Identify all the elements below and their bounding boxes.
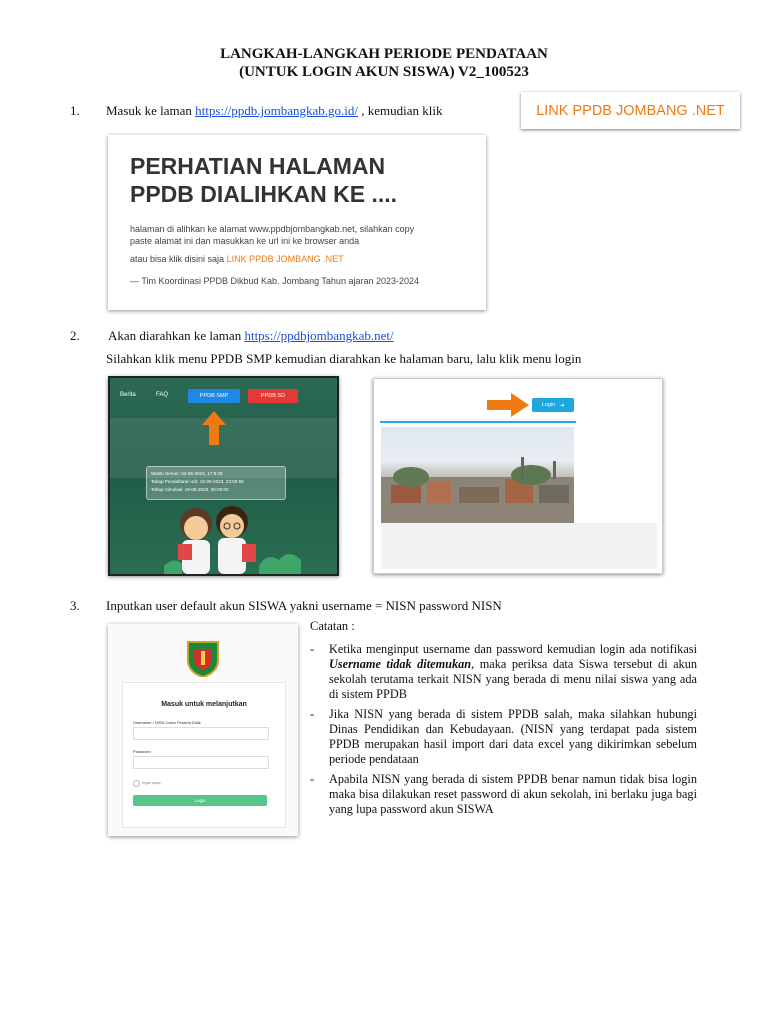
note1 <box>329 642 697 702</box>
step2-link[interactable]: https://ppdbjombangkab.net/ <box>244 328 394 343</box>
login-button-nav-label: Login <box>541 402 556 408</box>
login-heading: Masuk untuk melanjutkan <box>161 701 247 708</box>
login-button-nav[interactable] <box>532 398 574 412</box>
server-info-box <box>146 466 286 500</box>
notice-para2-link[interactable]: LINK PPDB JOMBANG .NET <box>226 254 344 264</box>
arrow-right-icon <box>487 393 529 417</box>
document-title-line1: LANGKAH-LANGKAH PERIODE PENDATAAN <box>220 46 548 62</box>
notice-para1-line1: halaman di alihkan ke alamat www.ppdbjombangkab.net, silahkan copy <box>130 224 415 234</box>
simulation-date: Tahap Simulasi: 16-06-2023, 00:00:00 <box>151 487 229 492</box>
nav-berita[interactable]: Berita <box>120 392 136 398</box>
note2: Jika NISN yang berada di sistem PPDB salah, maka silahkan hubungi Dinas Pendidikan dan Kebudayaan. (NISN yang terdapat pada sistem PPDB merupakan hasil import dari data excel yang dikirimkan sebelum periode pendataan <box>329 707 697 766</box>
step2-number: 2. <box>70 328 80 343</box>
jombang-crest-icon <box>186 639 220 677</box>
username-input[interactable] <box>133 727 269 740</box>
step1-link[interactable]: https://ppdb.jombangkab.go.id/ <box>195 103 359 118</box>
username-label: Username / NISN Calon Peserta Didik <box>133 720 201 725</box>
link-ppdb-button-screenshot[interactable] <box>521 92 740 129</box>
step1-text-after: , kemudian klik <box>361 103 443 118</box>
notice-para1-line2: paste alamat ini dan masukkan ke url ini ke browser anda <box>130 236 360 246</box>
step2-instruction: Silahkan klik menu PPDB SMP kemudian diarahkan ke halaman baru, lalu klik menu login <box>106 351 582 366</box>
nav-faq[interactable]: FAQ <box>156 392 169 398</box>
password-input[interactable] <box>133 756 269 769</box>
note3-dash: - <box>310 772 315 786</box>
login-form-screenshot <box>108 624 298 836</box>
step3-text: Inputkan user default akun SISWA yakni username = NISN password NISN <box>106 598 502 613</box>
document-title-line2: (UNTUK LOGIN AKUN SISWA) V2_100523 <box>239 64 529 80</box>
step1-text <box>106 103 443 119</box>
content-placeholder <box>381 523 657 569</box>
step2-text-before: Akan diarahkan ke laman <box>108 328 242 343</box>
notes-heading: Catatan : <box>310 619 355 633</box>
step1-text-before: Masuk ke laman <box>106 103 192 118</box>
notice-heading-2: PPDB DIALIHKAN KE .... <box>130 181 398 207</box>
login-submit-button[interactable]: Login <box>133 795 267 806</box>
note1-dash: - <box>310 642 315 656</box>
notice-para2-text: atau bisa klik disini saja <box>130 254 225 264</box>
remember-checkbox[interactable] <box>133 780 140 787</box>
city-photo-drawing <box>381 427 574 523</box>
note1-before: Ketika menginput username dan password kemudian login ada notifikasi <box>329 642 697 656</box>
login-card <box>122 682 286 828</box>
step2-text <box>108 328 394 344</box>
link-ppdb-button-label: LINK PPDB JOMBANG .NET <box>536 102 725 119</box>
step1-number: 1. <box>70 103 80 118</box>
arrow-up-icon <box>202 411 226 445</box>
redirect-notice-screenshot <box>108 135 486 310</box>
registration-deadline: Tahap Pendaftaran s/d: 15-06-2023, 23:59:59 <box>151 479 244 484</box>
remember-label: Ingat saya <box>142 780 161 785</box>
note3: Apabila NISN yang berada di sistem PPDB benar namun tidak bisa login maka bisa dilakukan reset password di akun sekolah, ini berlaku juga bagi yang lupa password akun SISWA <box>329 772 697 816</box>
ppdb-smp-page-screenshot <box>373 378 663 574</box>
notice-heading-1: PERHATIAN HALAMAN <box>130 153 386 179</box>
students-illustration <box>164 504 314 574</box>
notice-para2 <box>130 254 344 264</box>
login-enter-icon: ⇥ <box>559 402 565 409</box>
ppdb-smp-button[interactable]: PPDB SMP <box>188 389 240 403</box>
notice-footer: — Tim Koordinasi PPDB Dikbud Kab. Jombang Tahun ajaran 2023-2024 <box>130 276 420 286</box>
password-label: Password <box>133 749 151 754</box>
ppdb-sd-button[interactable]: PPDB SD <box>248 389 298 403</box>
header-divider <box>380 421 576 423</box>
note1-after: , maka periksa data Siswa tersebut di akun sekolah terutama terkait NISN yang berada di menu nilai siswa yang ada di sistem PPDB <box>329 657 697 701</box>
note1-emphasis: Username tidak ditemukan <box>329 657 472 671</box>
note2-dash: - <box>310 707 315 721</box>
step3-number: 3. <box>70 598 80 613</box>
city-photo <box>381 427 574 523</box>
ppdb-home-screenshot <box>108 376 339 576</box>
server-time: Waktu Server: 03-06-2023, 17:8:29 <box>151 471 223 476</box>
